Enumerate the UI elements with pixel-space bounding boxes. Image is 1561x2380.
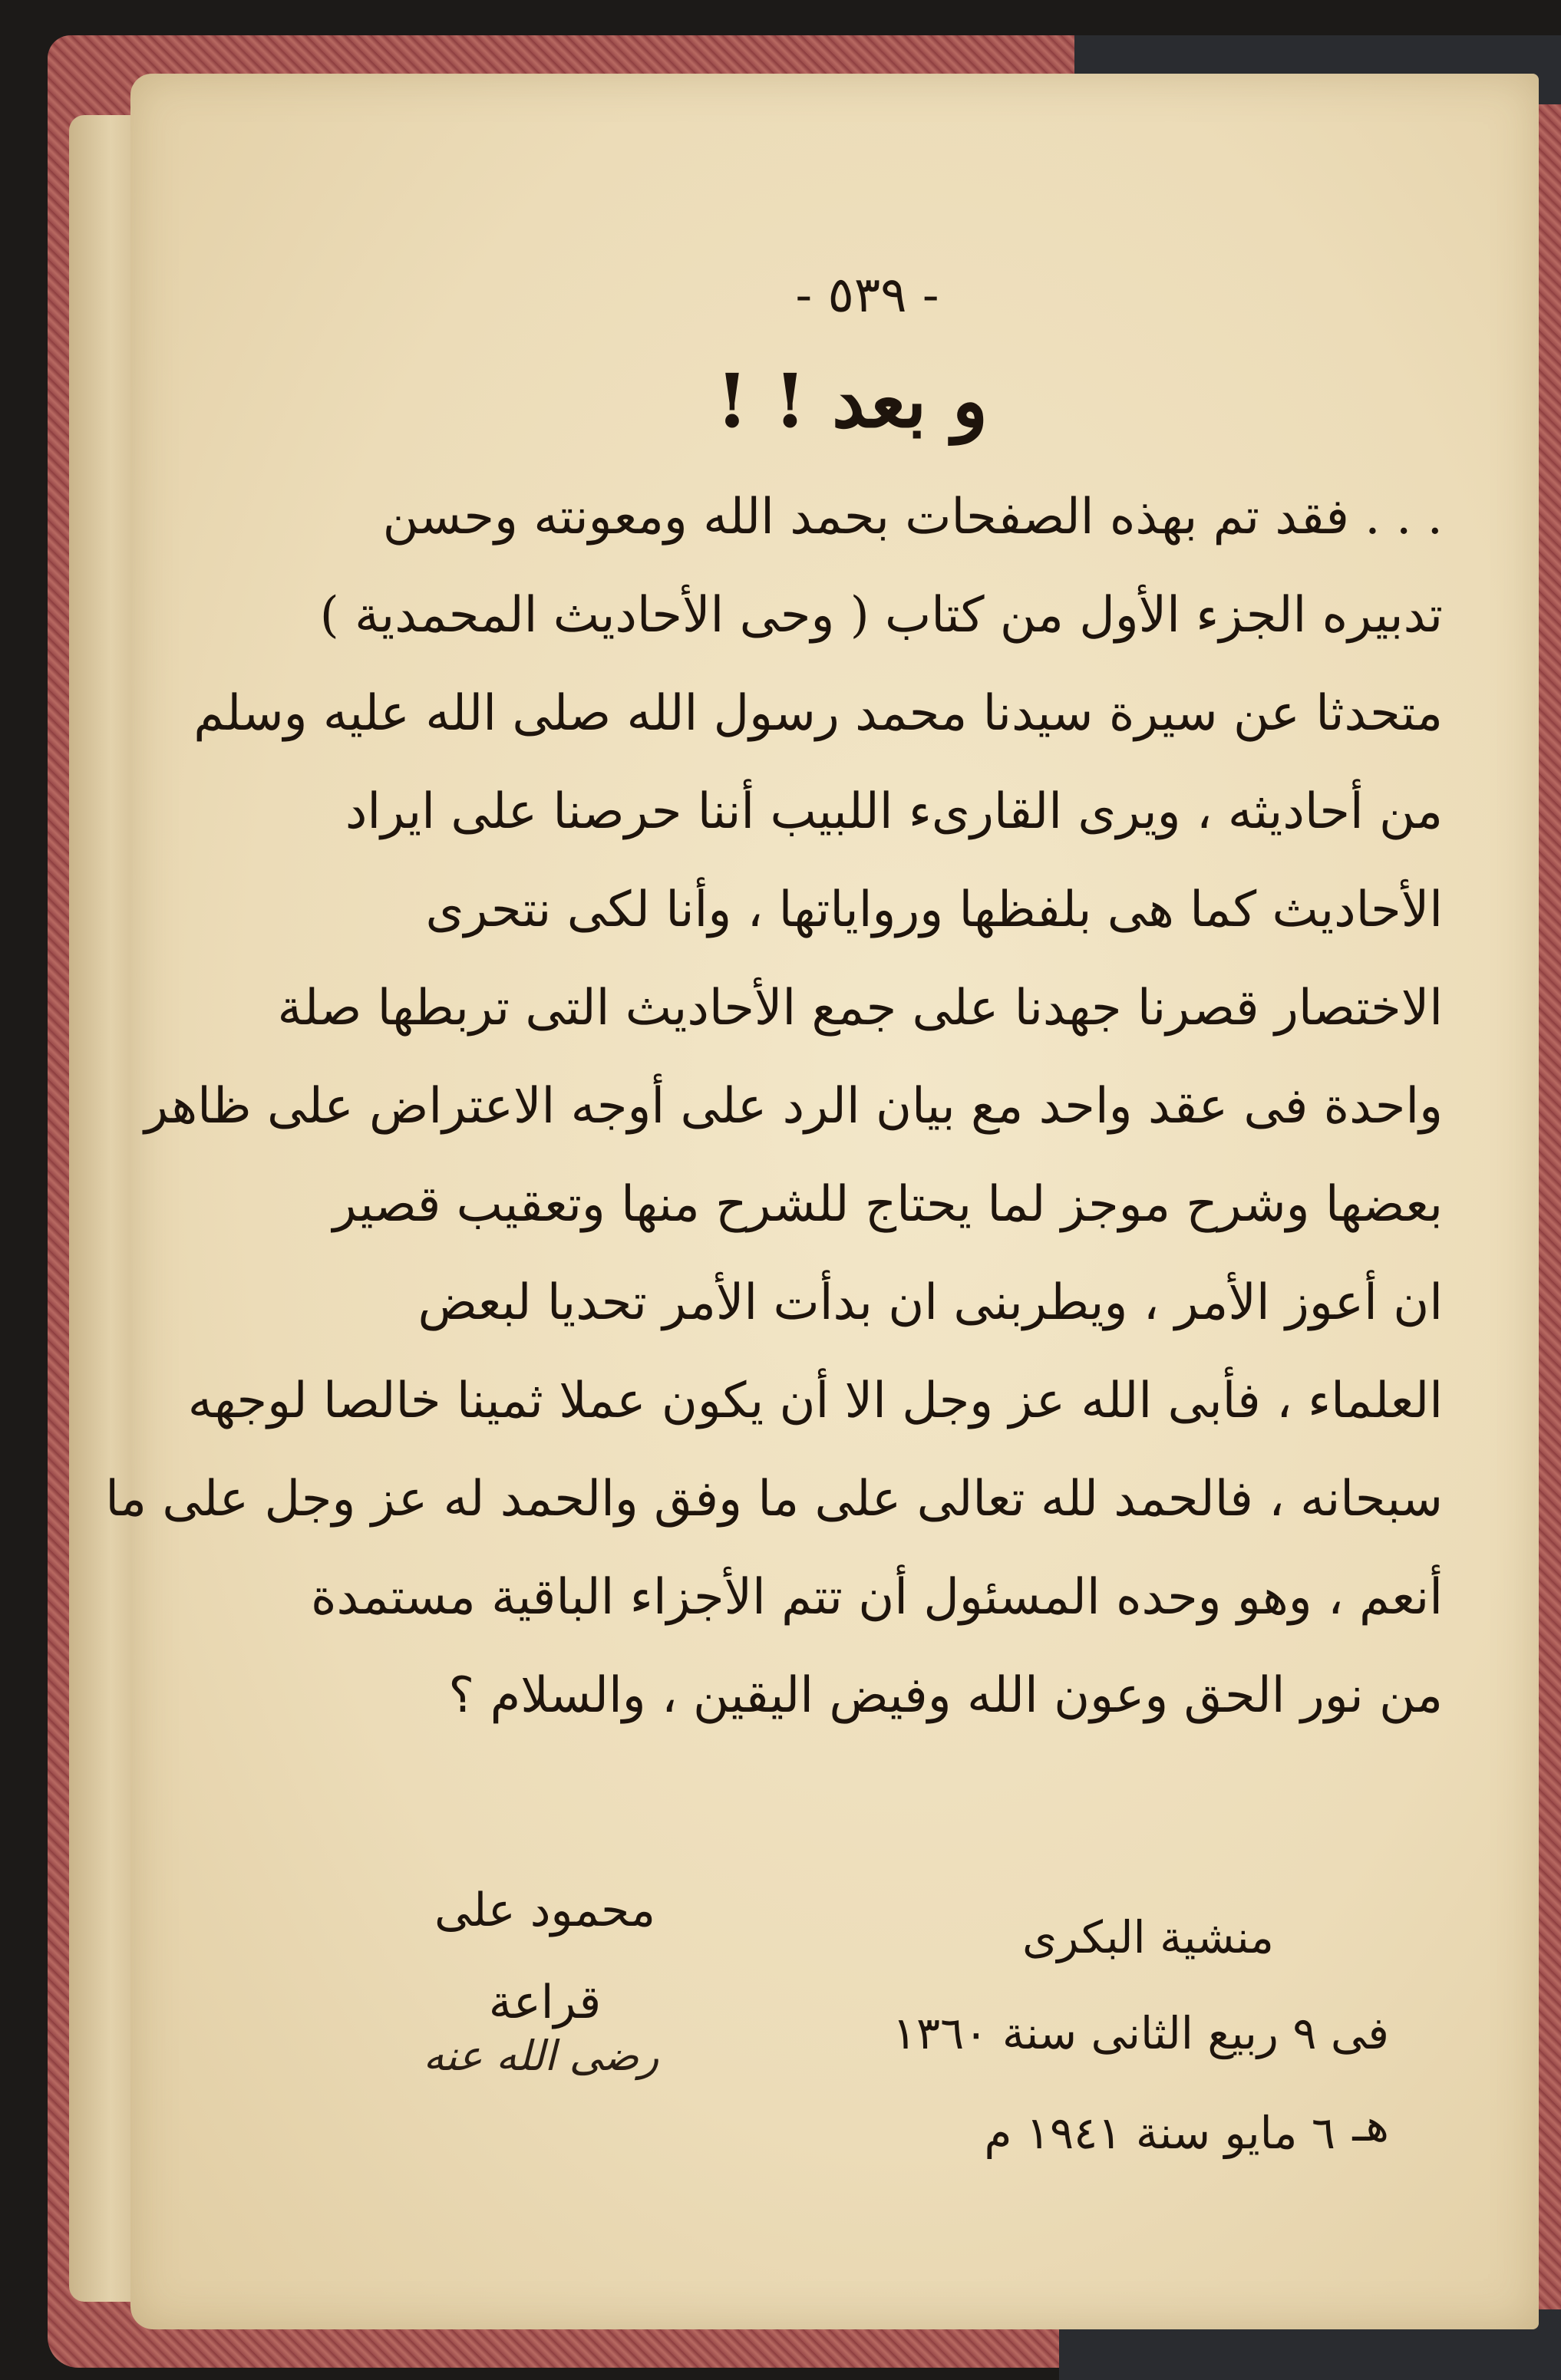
body-line: الاختصار قصرنا جهدنا على جمع الأحاديث التى تربطها صلة bbox=[277, 980, 1443, 1037]
body-text bbox=[105, 468, 1443, 1745]
body-line: ان أعوز الأمر ، ويطربنى ان بدأت الأمر تحديا لبعض bbox=[417, 1274, 1443, 1331]
page-title: و بعد ! ! bbox=[715, 358, 988, 444]
date-hijri: فى ٩ ربيع الثانى سنة ١٣٦٠ هـ bbox=[892, 2007, 1389, 2151]
body-line: من نور الحق وعون الله وفيض اليقين ، والسلام ؟ bbox=[448, 1667, 1443, 1724]
body-line: الأحاديث كما هى بلفظها ورواياتها ، وأنا لكى نتحرى bbox=[425, 882, 1443, 938]
body-line: سبحانه ، فالحمد لله تعالى على ما وفق والحمد له عز وجل على ما bbox=[105, 1471, 1443, 1528]
body-line: . . . فقد تم بهذه الصفحات بحمد الله ومعونته وحسن bbox=[382, 489, 1443, 546]
body-line: بعضها وشرح موجز لما يحتاج للشرح منها وتعقيب قصير bbox=[332, 1176, 1443, 1233]
body-line: متحدثا عن سيرة سيدنا محمد رسول الله صلى الله عليه وسلم bbox=[193, 685, 1443, 742]
body-line: أنعم ، وهو وحده المسئول أن تتم الأجزاء الباقية مستمدة bbox=[310, 1569, 1443, 1626]
body-line: من أحاديثه ، ويرى القارىء اللبيب أننا حرصنا على ايراد bbox=[345, 783, 1443, 840]
date-gregorian: ٦ مايو سنة ١٩٤١ م bbox=[984, 2107, 1335, 2159]
place-name: منشية البكرى bbox=[1021, 1911, 1274, 1963]
body-line: العلماء ، فأبى الله عز وجل الا أن يكون عملا ثمينا خالصا لوجهه bbox=[187, 1373, 1443, 1429]
body-line: تدبيره الجزء الأول من كتاب ( وحى الأحاديث المحمدية ) bbox=[319, 587, 1443, 644]
page-edges bbox=[69, 115, 138, 2302]
body-line: واحدة فى عقد واحد مع بيان الرد على أوجه الاعتراض على ظاهر bbox=[144, 1078, 1443, 1135]
signature: رضى الله عنه bbox=[423, 2032, 659, 2080]
author-name: محمود على قراعة bbox=[434, 1884, 656, 2029]
page-number: - ٥٣٩ - bbox=[795, 267, 939, 324]
